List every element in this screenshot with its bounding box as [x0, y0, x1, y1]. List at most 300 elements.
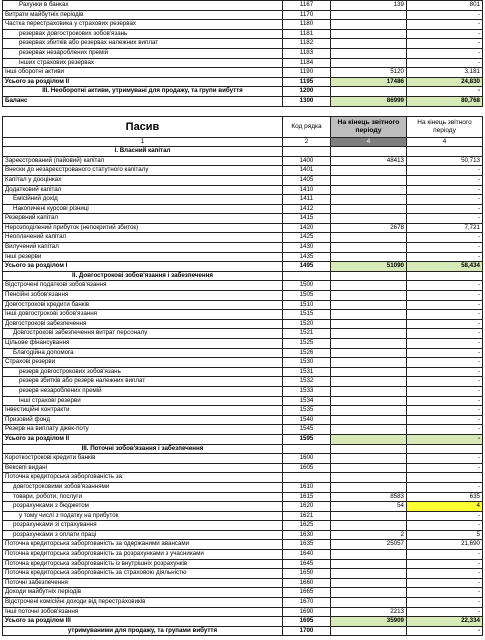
row-value-end — [407, 444, 483, 454]
row-value-end: - — [407, 300, 483, 310]
table-row — [3, 425, 483, 435]
table-row — [3, 10, 483, 20]
row-value-start — [331, 195, 407, 205]
table-row — [3, 39, 483, 49]
row-label: Усього за розділом II — [3, 434, 283, 444]
table-row — [3, 147, 483, 157]
row-code: 1430 — [283, 243, 331, 253]
row-label: у тому числі з податку на прибуток — [3, 511, 283, 521]
table-row — [3, 243, 483, 253]
table-row — [3, 463, 483, 473]
table-row — [3, 559, 483, 569]
row-value-start — [331, 626, 407, 636]
row-value-end: - — [407, 578, 483, 588]
table-row — [3, 77, 483, 87]
row-label: Векселі видані — [3, 463, 283, 473]
row-label: Неоплачений капітал — [3, 233, 283, 243]
row-label: I. Власний капітал — [3, 147, 283, 157]
row-code: 1532 — [283, 377, 331, 387]
section-gap — [0, 107, 485, 116]
row-code: 1420 — [283, 223, 331, 233]
row-code: 1531 — [283, 367, 331, 377]
row-value-end: - — [407, 29, 483, 39]
row-label: Довгострокові забезпечення — [3, 319, 283, 329]
row-code: 1183 — [283, 48, 331, 58]
row-label: III. Необоротні активи, утримувані для продажу, та групи вибуття — [3, 87, 283, 97]
row-value-end: 21,690 — [407, 540, 483, 550]
row-code — [283, 147, 331, 157]
table-row — [3, 482, 483, 492]
row-value-start — [331, 415, 407, 425]
row-code: 1640 — [283, 550, 331, 560]
row-value-end: 7,721 — [407, 223, 483, 233]
row-code: 1190 — [283, 68, 331, 78]
row-value-start — [331, 175, 407, 185]
row-code: 1605 — [283, 463, 331, 473]
row-value-end: - — [407, 377, 483, 387]
row-value-end: - — [407, 329, 483, 339]
table-row — [3, 367, 483, 377]
row-value-end: - — [407, 48, 483, 58]
row-label: Відстрочені комісійні доходи від перестраховиків — [3, 598, 283, 608]
row-label: Поточна кредиторська заборгованість за: — [3, 473, 283, 483]
row-label: резерв збитків або резерв належних виплат — [3, 377, 283, 387]
row-code: 1425 — [283, 233, 331, 243]
row-label: Частка перестраховика у страхових резервах — [3, 20, 283, 30]
row-value-start — [331, 233, 407, 243]
row-label: Резерв на виплату джек-поту — [3, 425, 283, 435]
table-row — [3, 607, 483, 617]
row-value-start: 54 — [331, 502, 407, 512]
row-value-start — [331, 588, 407, 598]
table-row — [3, 20, 483, 30]
table-row — [3, 291, 483, 301]
row-code: 1170 — [283, 10, 331, 20]
row-value-end: - — [407, 569, 483, 579]
row-label: Усього за розділом I — [3, 262, 283, 272]
row-value-end: - — [407, 20, 483, 30]
row-label: Доходи майбутніх періодів — [3, 588, 283, 598]
row-label: II. Довгострокові зобов'язання і забезпечення — [3, 271, 283, 281]
row-code: 1695 — [283, 617, 331, 627]
row-code: 1620 — [283, 502, 331, 512]
row-value-start — [331, 578, 407, 588]
row-label: Відстрочені податкові зобов'язання — [3, 281, 283, 291]
row-value-start — [331, 204, 407, 214]
table-row — [3, 521, 483, 531]
row-value-end: - — [407, 588, 483, 598]
row-code: 1670 — [283, 598, 331, 608]
row-value-start — [331, 39, 407, 49]
column-numbers-row — [3, 137, 483, 147]
row-code — [283, 473, 331, 483]
row-label: утримуваними для продажу, та групами вибуття — [3, 626, 283, 636]
row-label: Страхові резерви — [3, 358, 283, 368]
row-label: розрахунками зі страхування — [3, 521, 283, 531]
row-label: Вилучений капітал — [3, 243, 283, 253]
row-value-end: - — [407, 195, 483, 205]
row-value-end: 50,713 — [407, 156, 483, 166]
row-value-start — [331, 444, 407, 454]
row-label: Витрати майбутніх періодів — [3, 10, 283, 20]
table-row — [3, 473, 483, 483]
row-code: 1700 — [283, 626, 331, 636]
row-code: 1533 — [283, 386, 331, 396]
row-code: 1200 — [283, 87, 331, 97]
row-value-start — [331, 281, 407, 291]
row-label: резервах довгострокових зобов'язань — [3, 29, 283, 39]
row-label: Довгострокові забезпечення витрат персоналу — [3, 329, 283, 339]
table-row — [3, 588, 483, 598]
row-value-start: 2 — [331, 530, 407, 540]
row-code: 1411 — [283, 195, 331, 205]
table-row — [3, 626, 483, 636]
row-label: Інші поточні зобов'язання — [3, 607, 283, 617]
row-value-start — [331, 569, 407, 579]
table-row — [3, 530, 483, 540]
row-value-start — [331, 598, 407, 608]
row-code: 1300 — [283, 96, 331, 106]
row-value-end: - — [407, 87, 483, 97]
row-label: Накопичені курсові різниці — [3, 204, 283, 214]
row-label: III. Поточні зобов'язання і забезпечення — [3, 444, 283, 454]
row-code: 1540 — [283, 415, 331, 425]
row-value-end: - — [407, 233, 483, 243]
row-value-end: - — [407, 252, 483, 262]
row-value-start: 51090 — [331, 262, 407, 272]
row-code: 1515 — [283, 310, 331, 320]
table-row — [3, 1, 483, 11]
row-code: 1650 — [283, 569, 331, 579]
row-code — [283, 444, 331, 454]
table-row — [3, 58, 483, 68]
row-label: Поточна кредиторська заборгованість за страховою діяльністю — [3, 569, 283, 579]
row-value-end: - — [407, 521, 483, 531]
table-row — [3, 156, 483, 166]
row-code: 1412 — [283, 204, 331, 214]
table-row — [3, 185, 483, 195]
row-value-end: - — [407, 550, 483, 560]
row-code: 1595 — [283, 434, 331, 444]
row-value-start — [331, 300, 407, 310]
row-label: Поточна кредиторська заборгованість за одержаними авансами — [3, 540, 283, 550]
table-row — [3, 502, 483, 512]
row-value-end: - — [407, 434, 483, 444]
row-label: інші страхові резерви — [3, 396, 283, 406]
row-value-start — [331, 20, 407, 30]
row-code: 1167 — [283, 1, 331, 11]
row-code: 1525 — [283, 339, 331, 349]
table-row — [3, 87, 483, 97]
row-label: Інші оборотні активи — [3, 68, 283, 78]
end-period-header: На кінець звітного періоду — [407, 116, 483, 137]
row-code: 1530 — [283, 358, 331, 368]
row-value-start — [331, 482, 407, 492]
assets-table — [2, 0, 483, 107]
row-label: Поточні забезпечення — [3, 578, 283, 588]
row-value-end: - — [407, 463, 483, 473]
row-code: 1621 — [283, 511, 331, 521]
row-label: Пенсійні зобов'язання — [3, 291, 283, 301]
table-row — [3, 578, 483, 588]
table-row — [3, 358, 483, 368]
table-row — [3, 319, 483, 329]
row-value-start — [331, 243, 407, 253]
row-code: 1180 — [283, 20, 331, 30]
table-row — [3, 281, 483, 291]
row-code: 1401 — [283, 166, 331, 176]
table-row — [3, 550, 483, 560]
row-value-start — [331, 348, 407, 358]
row-label: Усього за розділом III — [3, 617, 283, 627]
row-label: інших страхових резервах — [3, 58, 283, 68]
row-code: 1610 — [283, 482, 331, 492]
row-value-end: - — [407, 425, 483, 435]
row-value-end — [407, 473, 483, 483]
row-code: 1195 — [283, 77, 331, 87]
row-value-start — [331, 58, 407, 68]
row-label: Поточна кредиторська заборгованість за розрахунками з учасниками — [3, 550, 283, 560]
row-label: розрахунками з оплати праці — [3, 530, 283, 540]
row-value-start — [331, 559, 407, 569]
row-value-end: - — [407, 185, 483, 195]
row-value-end — [407, 147, 483, 157]
row-value-start — [331, 425, 407, 435]
row-value-start: 25057 — [331, 540, 407, 550]
row-value-start — [331, 463, 407, 473]
table-row — [3, 511, 483, 521]
row-code: 1600 — [283, 454, 331, 464]
row-label: Інші резерви — [3, 252, 283, 262]
table-row — [3, 329, 483, 339]
row-code: 1495 — [283, 262, 331, 272]
row-value-end: - — [407, 367, 483, 377]
column-number-4: 4 — [407, 137, 483, 147]
row-code: 1534 — [283, 396, 331, 406]
row-value-start — [331, 310, 407, 320]
row-value-start — [331, 473, 407, 483]
table-row — [3, 271, 483, 281]
row-code: 1615 — [283, 492, 331, 502]
row-code: 1665 — [283, 588, 331, 598]
row-label: Короткострокові кредити банків — [3, 454, 283, 464]
row-value-end: - — [407, 243, 483, 253]
row-label: Резервний капітал — [3, 214, 283, 224]
row-label: резервах незароблених премій — [3, 48, 283, 58]
table-row — [3, 444, 483, 454]
row-label: Зареєстрований (пайовий) капітал — [3, 156, 283, 166]
row-value-start — [331, 166, 407, 176]
row-value-start — [331, 252, 407, 262]
row-value-start — [331, 377, 407, 387]
row-value-end: 24,830 — [407, 77, 483, 87]
column-number-2: 2 — [283, 137, 331, 147]
row-value-end: - — [407, 415, 483, 425]
row-label: Усього за розділом II — [3, 77, 283, 87]
row-value-start — [331, 291, 407, 301]
row-value-start — [331, 214, 407, 224]
row-value-end: - — [407, 607, 483, 617]
row-label: Капітал у дооцінках — [3, 175, 283, 185]
row-code: 1660 — [283, 578, 331, 588]
row-label: розрахунками з бюджетом — [3, 502, 283, 512]
row-value-end: - — [407, 482, 483, 492]
table-row — [3, 569, 483, 579]
column-number-3: 4 — [331, 137, 407, 147]
row-value-start — [331, 271, 407, 281]
row-code: 1500 — [283, 281, 331, 291]
row-value-start — [331, 319, 407, 329]
row-value-start — [331, 10, 407, 20]
row-value-end: - — [407, 291, 483, 301]
row-label: Призовий фонд — [3, 415, 283, 425]
row-value-end: - — [407, 626, 483, 636]
row-value-start — [331, 454, 407, 464]
row-value-end: - — [407, 319, 483, 329]
row-value-end: - — [407, 406, 483, 416]
row-value-end: - — [407, 310, 483, 320]
row-code: 1410 — [283, 185, 331, 195]
row-code: 1435 — [283, 252, 331, 262]
column-number-1: 1 — [3, 137, 283, 147]
table-row — [3, 617, 483, 627]
row-value-start: 2678 — [331, 223, 407, 233]
row-value-end — [407, 271, 483, 281]
row-value-end: - — [407, 204, 483, 214]
row-value-start — [331, 434, 407, 444]
table-row — [3, 175, 483, 185]
table-row — [3, 68, 483, 78]
table-row — [3, 204, 483, 214]
row-label: Нерозподілений прибуток (непокритий збиток) — [3, 223, 283, 233]
table-row — [3, 96, 483, 106]
row-code: 1690 — [283, 607, 331, 617]
row-value-start — [331, 358, 407, 368]
table-row — [3, 48, 483, 58]
table-row — [3, 252, 483, 262]
row-value-start — [331, 511, 407, 521]
table-row — [3, 195, 483, 205]
passive-table — [2, 116, 483, 637]
table-row — [3, 214, 483, 224]
row-value-end: - — [407, 39, 483, 49]
row-value-end: - — [407, 559, 483, 569]
row-label: товари, роботи, послуги — [3, 492, 283, 502]
passive-title: Пасив — [3, 116, 283, 137]
row-value-start: 48413 — [331, 156, 407, 166]
table-row — [3, 233, 483, 243]
row-label: резервах збитків або резервах належних виплат — [3, 39, 283, 49]
row-code: 1625 — [283, 521, 331, 531]
row-label: Баланс — [3, 96, 283, 106]
table-row — [3, 223, 483, 233]
table-row — [3, 300, 483, 310]
row-code: 1645 — [283, 559, 331, 569]
row-value-start — [331, 87, 407, 97]
table-row — [3, 598, 483, 608]
table-row — [3, 166, 483, 176]
row-code: 1184 — [283, 58, 331, 68]
table-row — [3, 492, 483, 502]
row-value-end: - — [407, 511, 483, 521]
row-value-start: 86999 — [331, 96, 407, 106]
passive-header-row — [3, 116, 483, 137]
row-value-end: 801 — [407, 1, 483, 11]
row-label: Довгострокові кредити банків — [3, 300, 283, 310]
row-code: 1635 — [283, 540, 331, 550]
row-value-end: - — [407, 348, 483, 358]
row-value-start — [331, 48, 407, 58]
row-value-end: 3,181 — [407, 68, 483, 78]
row-label: Емісійний дохід — [3, 195, 283, 205]
table-row — [3, 434, 483, 444]
row-value-end: - — [407, 339, 483, 349]
row-label: довгостроковими зобов'язаннями — [3, 482, 283, 492]
row-value-end: - — [407, 454, 483, 464]
row-value-start — [331, 329, 407, 339]
row-value-start — [331, 185, 407, 195]
table-row — [3, 310, 483, 320]
row-code: 1520 — [283, 319, 331, 329]
row-value-end: - — [407, 281, 483, 291]
row-value-start — [331, 550, 407, 560]
row-label: Цільове фінансування — [3, 339, 283, 349]
row-value-end: - — [407, 175, 483, 185]
row-value-start: 2213 — [331, 607, 407, 617]
row-code — [283, 271, 331, 281]
row-label: Додатковий капітал — [3, 185, 283, 195]
row-code: 1181 — [283, 29, 331, 39]
row-value-end: 80,768 — [407, 96, 483, 106]
row-value-end: - — [407, 598, 483, 608]
row-code: 1505 — [283, 291, 331, 301]
row-value-start — [331, 386, 407, 396]
table-row — [3, 415, 483, 425]
row-label: Благодійна допомога — [3, 348, 283, 358]
row-value-start — [331, 396, 407, 406]
row-value-start: 139 — [331, 1, 407, 11]
row-code: 1545 — [283, 425, 331, 435]
row-code: 1400 — [283, 156, 331, 166]
row-code: 1521 — [283, 329, 331, 339]
table-row — [3, 339, 483, 349]
table-row — [3, 377, 483, 387]
row-value-end: - — [407, 10, 483, 20]
row-value-start — [331, 29, 407, 39]
row-label: Внески до незареєстрованого статутного капіталу — [3, 166, 283, 176]
row-value-end: 635 — [407, 492, 483, 502]
row-value-end: 58,434 — [407, 262, 483, 272]
row-value-start — [331, 521, 407, 531]
row-label: Поточна кредиторська заборгованість із внутрішніх розрахунків — [3, 559, 283, 569]
row-value-end: - — [407, 58, 483, 68]
row-value-start — [331, 367, 407, 377]
row-code: 1182 — [283, 39, 331, 49]
row-code: 1535 — [283, 406, 331, 416]
table-row — [3, 540, 483, 550]
row-label: Інвестиційні контракти — [3, 406, 283, 416]
row-value-start — [331, 147, 407, 157]
row-value-start: 17486 — [331, 77, 407, 87]
table-row — [3, 386, 483, 396]
row-value-start: 5120 — [331, 68, 407, 78]
row-value-start: 35909 — [331, 617, 407, 627]
row-value-start — [331, 406, 407, 416]
table-row — [3, 454, 483, 464]
start-period-header: На кінець звітного періоду — [331, 116, 407, 137]
row-value-end: - — [407, 396, 483, 406]
table-row — [3, 406, 483, 416]
